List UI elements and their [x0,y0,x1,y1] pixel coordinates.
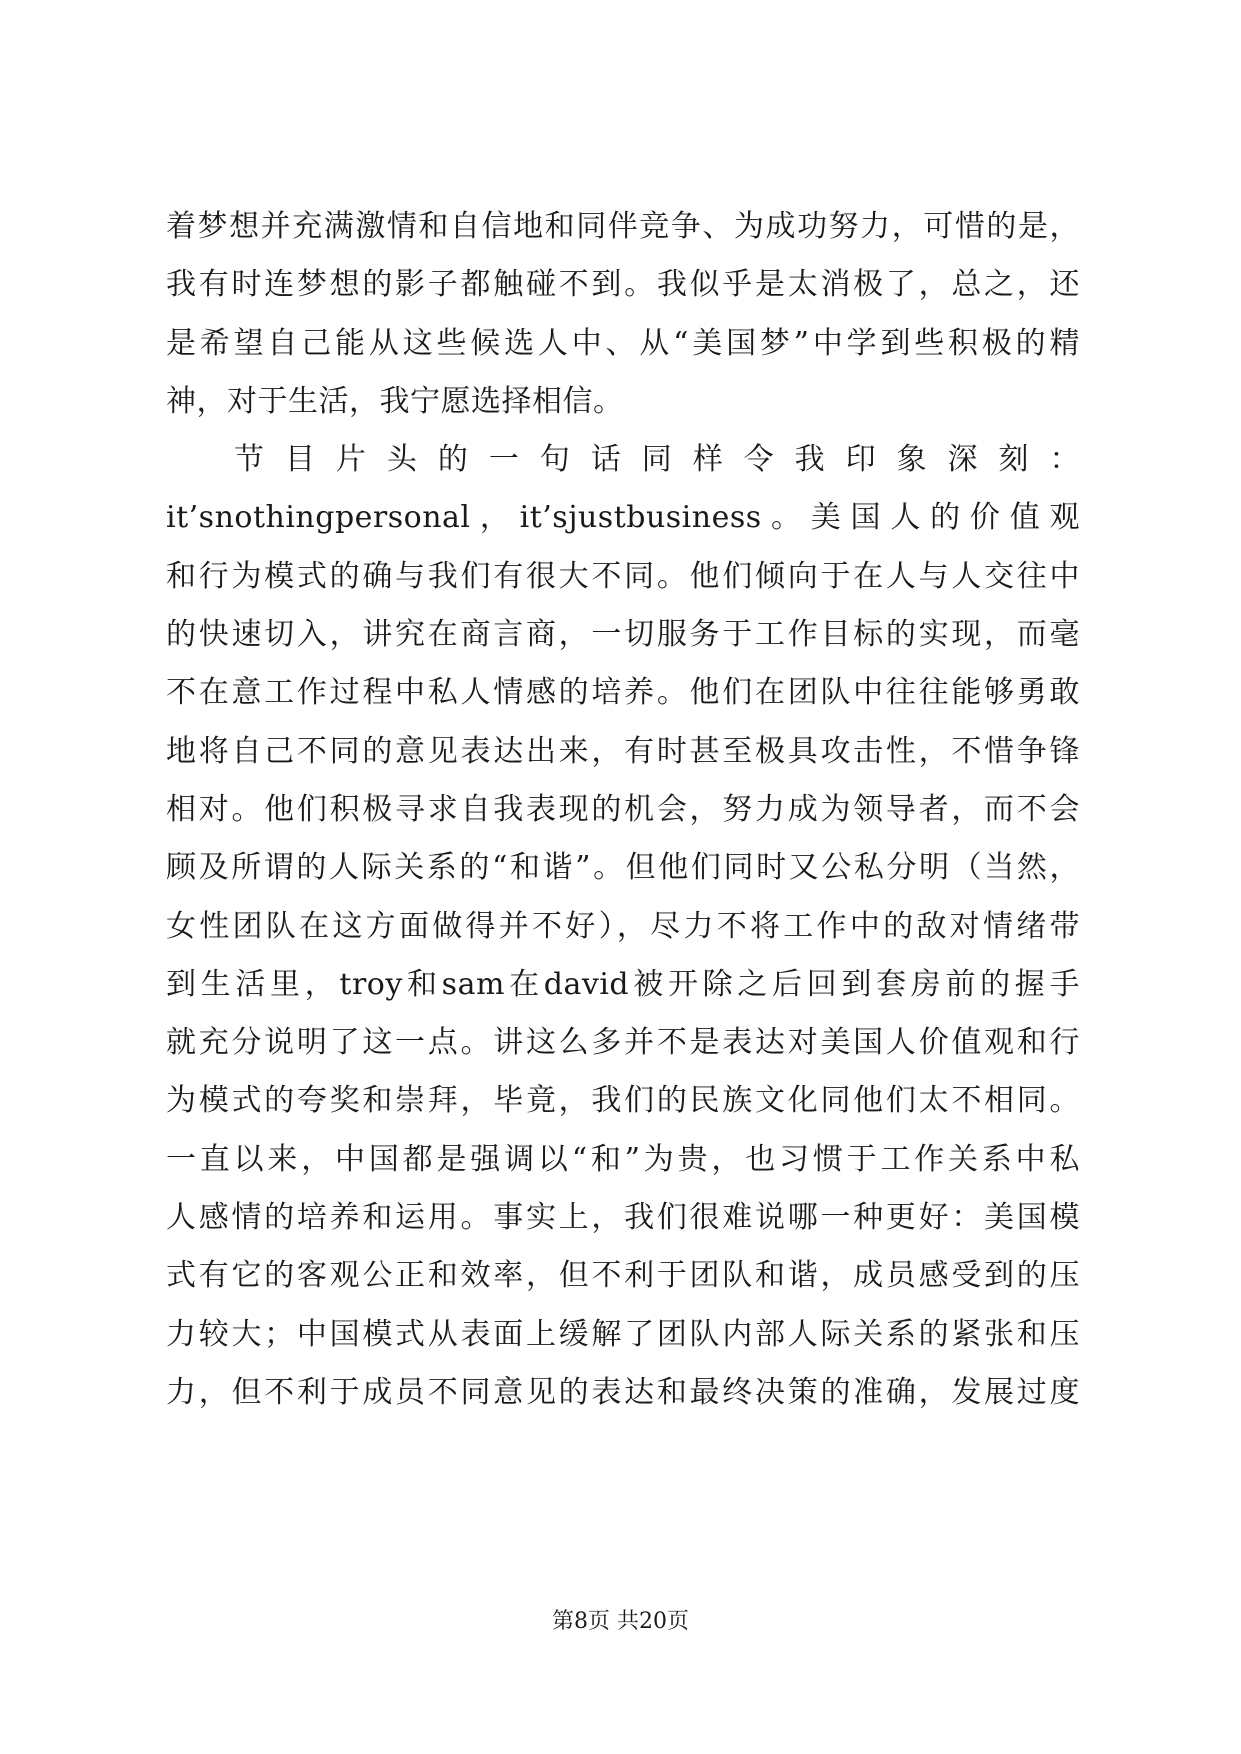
paragraph-first-line: 节目片头的一句话同样令我印象深刻： [234,442,1080,478]
text-line: 就充分说明了这一点。讲这么多并不是表达对美国人价值观和行 [166,1025,1080,1061]
text-line: 不在意工作过程中私人情感的培养。他们在团队中往往能够勇敢 [166,675,1080,711]
text-line: it’snothingpersonal，it’sjustbusiness。美国人的价值观 [166,500,1080,536]
body-text [166,198,1080,1422]
text-line: 着梦想并充满激情和自信地和同伴竞争、为成功努力，可惜的是， [166,209,1080,244]
text-line: 地将自己不同的意见表达出来，有时甚至极具攻击性，不惜争锋 [166,733,1080,769]
text-line: 和行为模式的确与我们有很大不同。他们倾向于在人与人交往中 [166,558,1080,594]
text-line: 力较大；中国模式从表面上缓解了团队内部人际关系的紧张和压 [166,1316,1080,1352]
page-number-footer: 第8页 共20页 [552,1609,689,1634]
text-line: 为模式的夸奖和崇拜，毕竟，我们的民族文化同他们太不相同。 [166,1083,1080,1119]
text-line: 人感情的培养和运用。事实上，我们很难说哪一种更好：美国模 [166,1200,1080,1236]
text-line: 到生活里，troy和sam在david被开除之后回到套房前的握手 [166,966,1080,1002]
text-line: 顾及所谓的人际关系的“和谐”。但他们同时又公私分明（当然， [166,850,1080,886]
text-line: 式有它的客观公正和效率，但不利于团队和谐，成员感受到的压 [166,1258,1080,1294]
text-line: 力，但不利于成员不同意见的表达和最终决策的准确，发展过度 [166,1374,1080,1410]
text-line: 的快速切入，讲究在商言商，一切服务于工作目标的实现，而毫 [166,617,1080,653]
text-line: 相对。他们积极寻求自我表现的机会，努力成为领导者，而不会 [166,791,1080,827]
text-line: 是希望自己能从这些候选人中、从“美国梦”中学到些积极的精 [166,325,1080,361]
text-line: 神，对于生活，我宁愿选择相信。 [166,383,624,419]
text-line: 女性团队在这方面做得并不好），尽力不将工作中的敌对情绪带 [166,908,1080,944]
text-line: 我有时连梦想的影子都触碰不到。我似乎是太消极了，总之，还 [166,267,1080,303]
text-line: 一直以来，中国都是强调以“和”为贵，也习惯于工作关系中私 [166,1141,1080,1177]
